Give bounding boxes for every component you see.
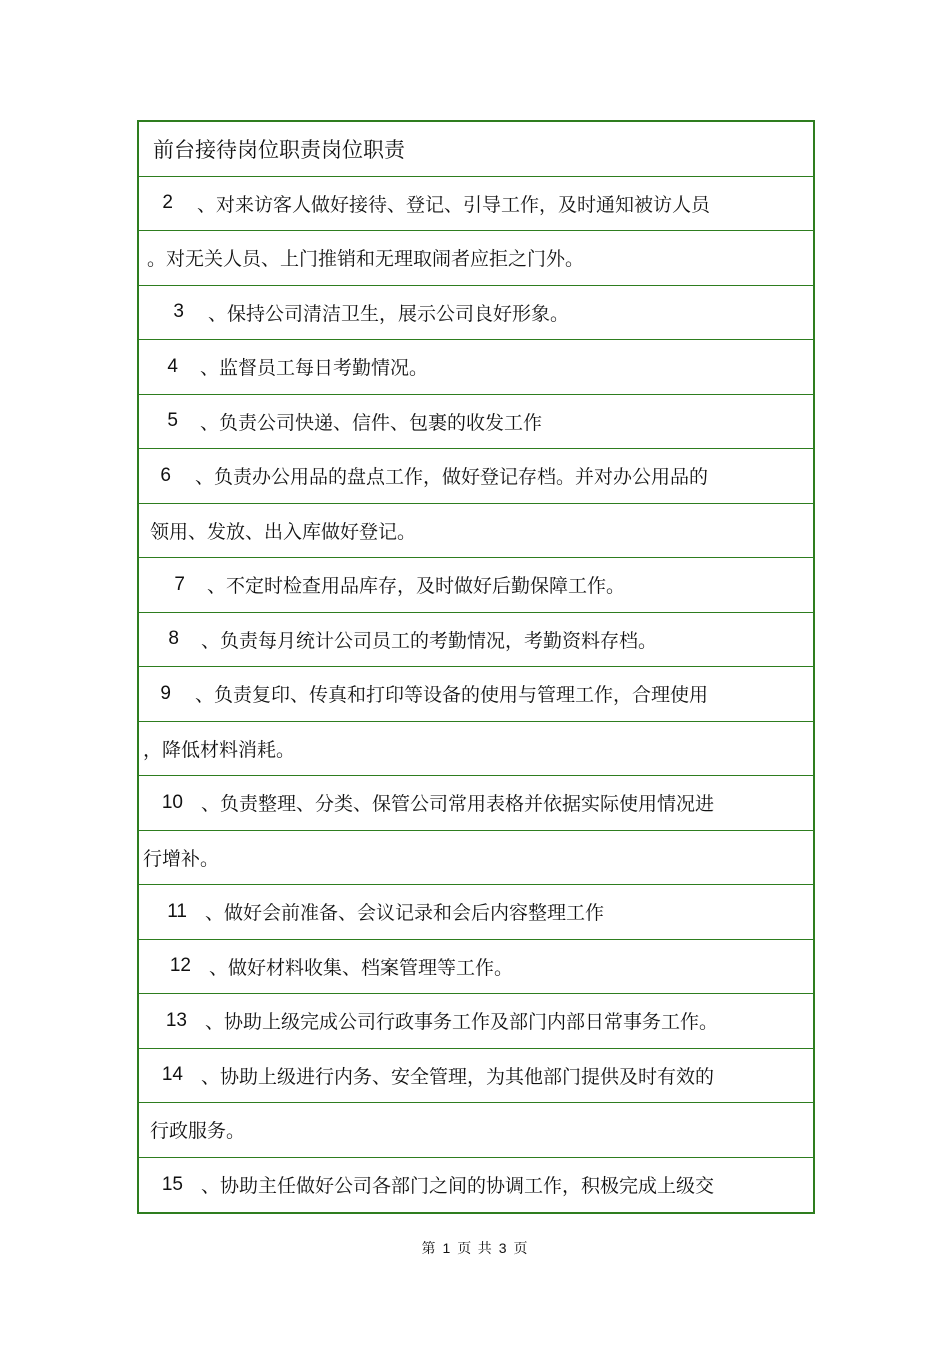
footer-middle: 页 共 [457, 1241, 493, 1257]
item-text: 、不定时检查用品库存，及时做好后勤保障工作。 [207, 575, 626, 598]
item-text: 、负责公司快递、信件、包裹的收发工作 [200, 411, 543, 434]
item-number: 8 [168, 628, 179, 650]
item-number: 2 [162, 192, 173, 214]
document-title [139, 122, 813, 177]
item-text: 、协助上级完成公司行政事务工作及部门内部日常事务工作。 [205, 1011, 719, 1034]
duty-line [139, 831, 813, 886]
duty-line [139, 613, 813, 668]
item-number: 15 [161, 1173, 183, 1195]
item-number: 11 [167, 900, 187, 922]
item-text: 领用、发放、出入库做好登记。 [150, 520, 417, 543]
item-text: 、对来访客人做好接待、登记、引导工作，及时通知被访人员 [197, 193, 711, 216]
item-text: ，降低材料消耗。 [143, 738, 296, 761]
duty-table [137, 120, 815, 1214]
item-text: 、协助主任做好公司各部门之间的协调工作，积极完成上级交 [201, 1175, 715, 1198]
duty-line [139, 1049, 813, 1104]
duty-line [139, 1103, 813, 1158]
item-number: 10 [161, 791, 183, 813]
footer-suffix: 页 [513, 1241, 529, 1257]
item-number: 7 [174, 573, 185, 595]
item-number: 4 [167, 355, 178, 377]
duty-line [139, 449, 813, 504]
item-text: 。对无关人员、上门推销和无理取闹者应拒之门外。 [147, 248, 585, 271]
item-text: 、做好材料收集、档案管理等工作。 [209, 956, 514, 979]
item-number: 12 [169, 955, 191, 977]
item-text: 、保持公司清洁卫生，展示公司良好形象。 [208, 302, 570, 325]
duty-line [139, 177, 813, 232]
duty-line [139, 340, 813, 395]
item-number: 5 [167, 410, 178, 432]
duty-line [139, 286, 813, 341]
item-text: 、协助上级进行内务、安全管理，为其他部门提供及时有效的 [201, 1065, 715, 1088]
item-number: 6 [160, 464, 171, 486]
item-text: 行增补。 [143, 847, 220, 870]
page-footer [0, 1238, 950, 1258]
duty-line [139, 231, 813, 286]
duty-line [139, 776, 813, 831]
footer-prefix: 第 [421, 1241, 437, 1257]
item-number: 14 [161, 1064, 183, 1086]
item-number: 13 [165, 1009, 187, 1031]
duty-line [139, 885, 813, 940]
item-text: 、做好会前准备、会议记录和会后内容整理工作 [205, 902, 605, 925]
duty-line [139, 940, 813, 995]
footer-total-pages: 3 [498, 1240, 508, 1256]
duty-line [139, 395, 813, 450]
item-text: 、负责复印、传真和打印等设备的使用与管理工作，合理使用 [195, 684, 709, 707]
item-number: 9 [160, 682, 171, 704]
duty-line [139, 667, 813, 722]
item-number: 3 [173, 301, 184, 323]
duty-line [139, 558, 813, 613]
item-text: 、负责办公用品的盘点工作，做好登记存档。并对办公用品的 [195, 466, 709, 489]
title-text: 前台接待岗位职责岗位职责 [153, 137, 405, 162]
item-text: 、负责整理、分类、保管公司常用表格并依据实际使用情况进 [201, 793, 715, 816]
duty-line [139, 994, 813, 1049]
item-text: 、监督员工每日考勤情况。 [200, 357, 429, 380]
duty-line [139, 1158, 813, 1213]
footer-page-number: 1 [442, 1240, 452, 1256]
duty-line [139, 722, 813, 777]
item-text: 行政服务。 [150, 1120, 246, 1143]
item-text: 、负责每月统计公司员工的考勤情况，考勤资料存档。 [201, 629, 658, 652]
duty-line [139, 504, 813, 559]
